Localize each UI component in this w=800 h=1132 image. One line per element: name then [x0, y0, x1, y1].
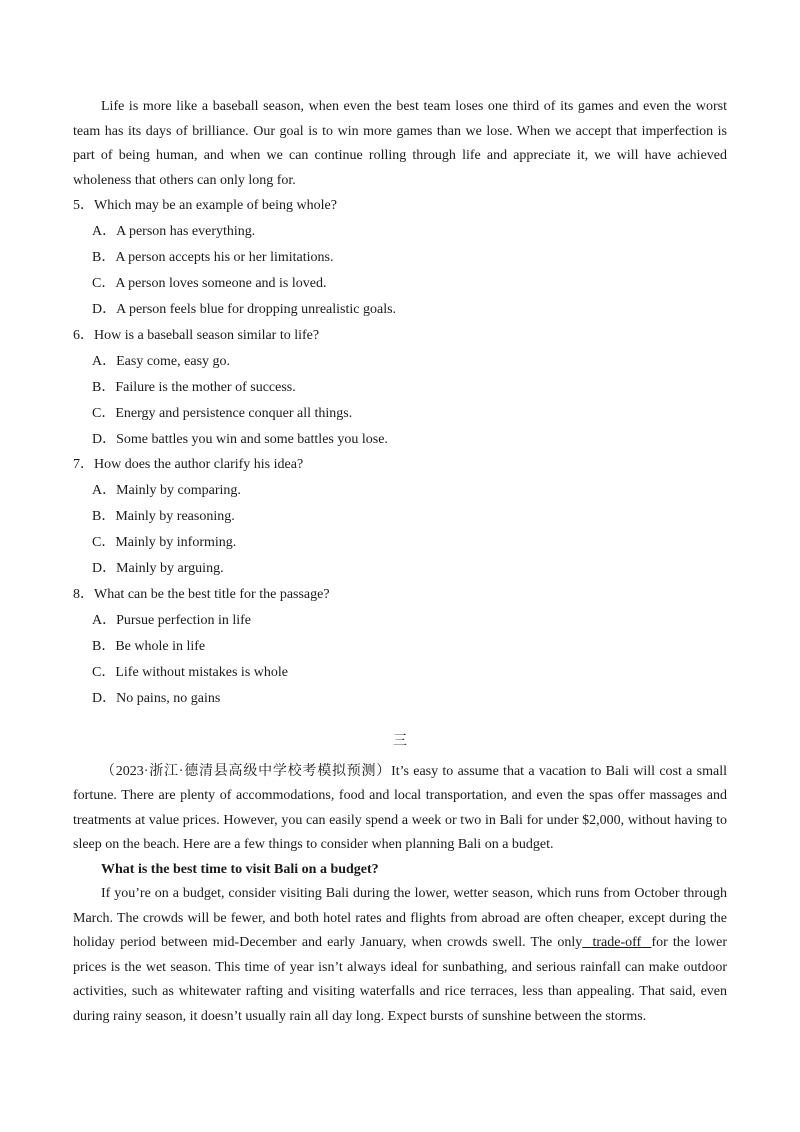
option-8a: A．Pursue perfection in life	[92, 612, 252, 628]
option-5b: B．A person accepts his or her limitations.	[92, 250, 334, 266]
section-number: 三	[393, 733, 407, 749]
option-5a: A．A person has everything.	[92, 224, 256, 240]
option-8c: C．Life without mistakes is whole	[92, 664, 288, 680]
question-5: 5．Which may be an example of being whole?	[73, 198, 337, 214]
option-6b: B．Failure is the mother of success.	[92, 379, 296, 395]
option-7a: A．Mainly by comparing.	[92, 483, 241, 499]
section-heading: What is the best time to visit Bali on a budget?	[101, 861, 379, 877]
question-block	[73, 193, 727, 711]
option-8d: D．No pains, no gains	[92, 690, 221, 706]
document-page	[73, 95, 727, 1029]
option-5d: D．A person feels blue for dropping unrealistic goals.	[92, 302, 397, 317]
option-6c: C．Energy and persistence conquer all things.	[92, 405, 353, 421]
underlined-term: trade-off	[592, 935, 642, 950]
question-7: 7．How does the author clarify his idea?	[73, 457, 304, 473]
question-8: 8．What can be the best title for the passage?	[73, 586, 330, 602]
question-6: 6．How is a baseball season similar to life?	[73, 327, 320, 343]
passage-paragraph: Life is more like a baseball season, when even the best team loses one third of its games and even the worst team has its days of brilliance. Our goal is to win more games than we lose. When we accept that imperfection is part of being human, and when we can continue rolling through life and appreciate it, we will have achieved wholeness that others can only long for.	[73, 99, 727, 188]
option-7b: B．Mainly by reasoning.	[92, 509, 235, 525]
option-6a: A．Easy come, easy go.	[92, 353, 231, 369]
section-body-paragraph	[73, 882, 727, 1029]
option-7c: C．Mainly by informing.	[92, 535, 237, 551]
body-text-before: If you’re on a budget, consider visiting Bali during the lower, wetter season, which runs from October through March. The crowds will be fewer, and both hotel rates and flights from abroad are often cheaper, except during the holiday period between mid-December and early January, when crowds swell. The only	[73, 886, 727, 950]
section-intro-paragraph: （2023·浙江·德清县高级中学校考模拟预测）It’s easy to assume that a vacation to Bali will cost a small fortune. There are plenty of accommodations, food and local transportation, and even the spas offer massages and treatments at value prices. However, you can easily spend a week or two in Bali for under $2,000, without having to sleep on the beach. Here are a few things to consider when planning Bali on a budget.	[73, 763, 727, 852]
body-text-after: for the lower prices is the wet season. This time of year isn’t always ideal for sunbathing, and serious rainfall can make outdoor activities, such as whitewater rafting and visiting waterfalls and rice terraces, less than appealing. That said, even during rainy season, it doesn’t usually rain all day long. Expect bursts of sunshine between the storms.	[73, 935, 727, 1024]
option-6d: D．Some battles you win and some battles you lose.	[92, 431, 388, 447]
option-7d: D．Mainly by arguing.	[92, 561, 224, 577]
option-8b: B．Be whole in life	[92, 638, 206, 654]
option-5c: C．A person loves someone and is loved.	[92, 276, 327, 292]
